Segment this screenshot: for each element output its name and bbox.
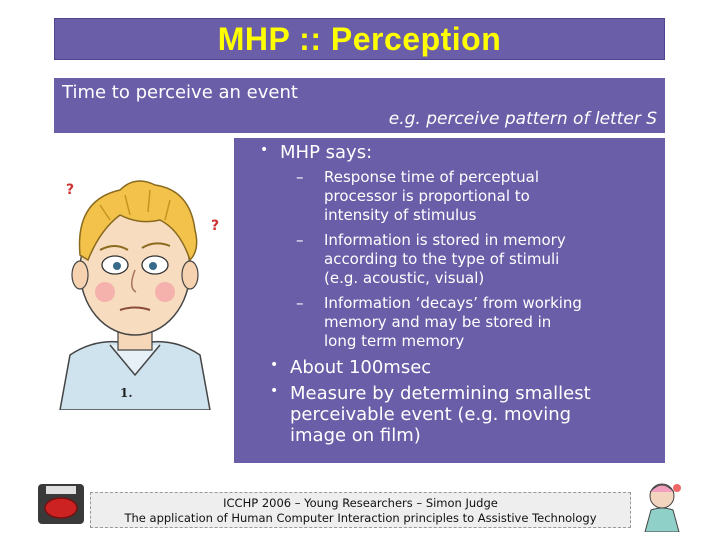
- dash-icon: –: [296, 231, 304, 249]
- cartoon-figure-logo: [637, 478, 687, 532]
- bullet-icon: •: [270, 383, 279, 399]
- question-mark-right: ?: [211, 218, 220, 234]
- bullet-text: About 100msec: [290, 357, 432, 378]
- figure-label: 1.: [120, 386, 133, 400]
- bullet-icon: •: [260, 142, 269, 158]
- footer-line-2: The application of Human Computer Interaction principles to Assistive Technology: [124, 511, 597, 525]
- bullet-icon: •: [270, 357, 279, 373]
- sub-bullet-line: long term memory: [324, 332, 465, 350]
- sub-bullet-line: according to the type of stimuli: [324, 250, 560, 268]
- sub-bullet-line: (e.g. acoustic, visual): [324, 269, 485, 287]
- footer: [90, 492, 631, 528]
- dash-icon: –: [296, 294, 304, 312]
- sub-bullet-item: [296, 231, 566, 288]
- sub-bullet-line: processor is proportional to: [324, 187, 530, 205]
- dash-icon: –: [296, 168, 304, 186]
- content-panel: [234, 138, 665, 463]
- subtitle-bar: [54, 78, 665, 133]
- sub-bullet-item: [296, 168, 539, 225]
- bullet-line: perceivable event (e.g. moving: [290, 404, 572, 425]
- question-mark-left: ?: [66, 182, 75, 198]
- red-button-logo: [36, 478, 86, 528]
- sub-bullet-item: [296, 294, 582, 351]
- sub-bullet-line: memory and may be stored in: [324, 313, 552, 331]
- sub-bullet-line: Information ‘decays’ from working: [324, 294, 582, 312]
- slide-title: MHP :: Perception: [217, 20, 502, 57]
- title-bar: [54, 18, 665, 60]
- bullet-item: [270, 357, 431, 378]
- bullet-item: [270, 383, 591, 446]
- footer-line-1: ICCHP 2006 – Young Researchers – Simon Judge: [223, 496, 498, 510]
- bullet-text: MHP says:: [280, 142, 373, 163]
- subtitle-text: Time to perceive an event: [62, 82, 298, 103]
- example-text: e.g. perceive pattern of letter S: [388, 109, 657, 129]
- sub-bullet-line: Information is stored in memory: [324, 231, 566, 249]
- sub-bullet-line: intensity of stimulus: [324, 206, 477, 224]
- bullet-line: image on film): [290, 425, 421, 446]
- bullet-line: Measure by determining smallest: [290, 383, 591, 404]
- sub-bullet-line: Response time of perceptual: [324, 168, 540, 186]
- bullet-item: [260, 142, 372, 163]
